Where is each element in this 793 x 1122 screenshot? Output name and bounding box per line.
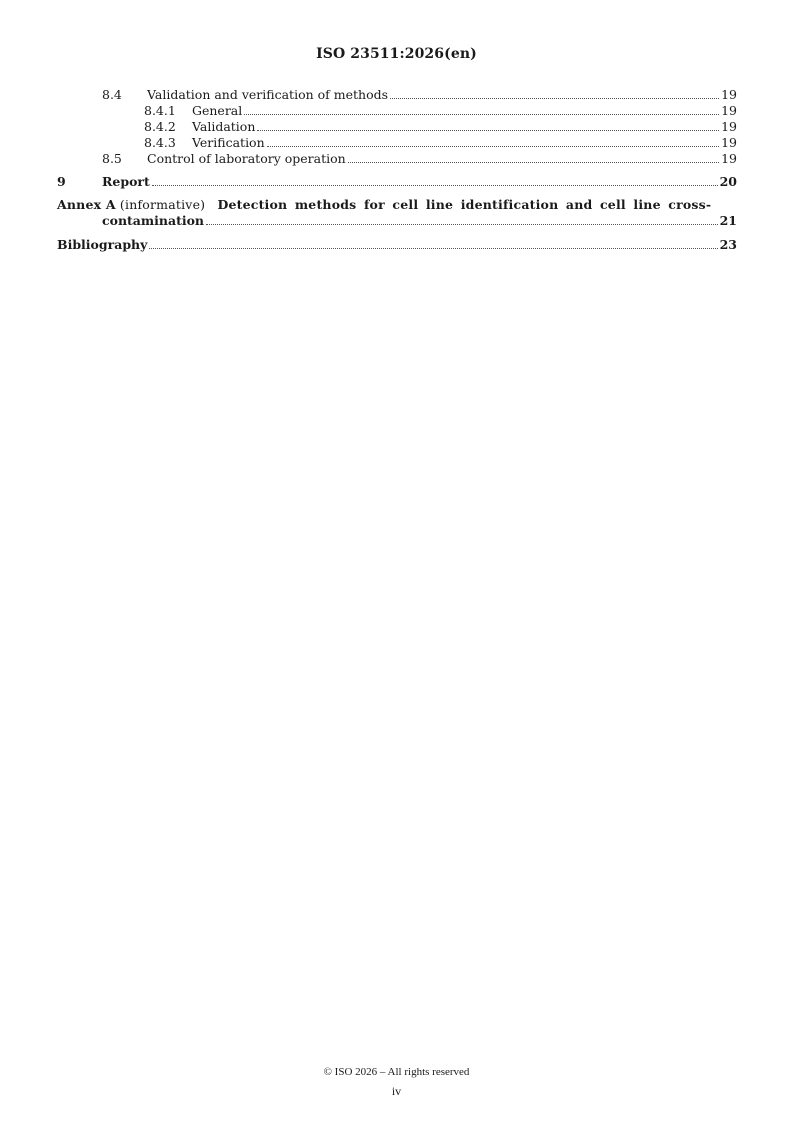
toc-entry-page: 21 — [719, 213, 737, 228]
toc-entry-number: 8.4.2 — [144, 119, 176, 134]
toc-entry-8-4-1[interactable] — [57, 102, 737, 118]
annex-title-line1: Detection methods for cell line identification and cell line cross- — [217, 197, 712, 212]
annex-title-line2: contamination — [102, 213, 205, 228]
leader-dots — [267, 146, 719, 147]
annex-label: Annex A — [57, 197, 116, 212]
toc-entry-8-4-3[interactable] — [57, 134, 737, 150]
toc-entry-page: 19 — [721, 103, 737, 118]
leader-dots — [152, 185, 718, 186]
toc-entry-annex-a-continuation[interactable] — [57, 212, 737, 228]
document-header — [0, 46, 793, 62]
toc-entry-title: General — [192, 103, 243, 118]
leader-dots — [257, 130, 719, 131]
toc-entry-page: 19 — [721, 151, 737, 166]
toc-entry-page: 19 — [721, 119, 737, 134]
toc-entry-title: Verification — [192, 135, 265, 150]
toc-entry-number: 8.4 — [102, 87, 122, 102]
footer-page-number: iv — [391, 1084, 402, 1098]
toc-entry-9[interactable] — [57, 173, 737, 189]
footer-copyright: © ISO 2026 – All rights reserved — [323, 1066, 470, 1078]
toc-entry-number: 8.4.1 — [144, 103, 176, 118]
toc-entry-page: 20 — [719, 174, 737, 189]
leader-dots — [206, 224, 718, 225]
toc-entry-8-4-2[interactable] — [57, 118, 737, 134]
toc-entry-8-5[interactable] — [57, 150, 737, 166]
toc-entry-number: 9 — [57, 174, 66, 189]
leader-dots — [149, 248, 717, 249]
toc-entry-title: Validation — [192, 119, 256, 134]
toc-entry-title: Validation and verification of methods — [147, 87, 389, 102]
toc-entry-title: Bibliography — [57, 237, 148, 252]
leader-dots — [390, 98, 719, 99]
leader-dots — [348, 162, 719, 163]
toc-entry-title: Control of laboratory operation — [147, 151, 346, 166]
toc-entry-page: 19 — [721, 135, 737, 150]
toc-entry-number: 8.4.3 — [144, 135, 176, 150]
toc-entry-annex-a[interactable] — [57, 197, 737, 212]
toc-entry-page: 23 — [719, 237, 737, 252]
toc-entry-page: 19 — [721, 87, 737, 102]
annex-qualifier: (informative) — [119, 197, 206, 212]
toc-entry-number: 8.5 — [102, 151, 122, 166]
standard-id: ISO 23511:2026(en) — [316, 46, 477, 62]
toc-entry-8-4[interactable] — [57, 86, 737, 102]
toc-entry-bibliography[interactable] — [57, 236, 737, 252]
leader-dots — [244, 114, 719, 115]
toc-entry-title: Report — [102, 174, 150, 189]
